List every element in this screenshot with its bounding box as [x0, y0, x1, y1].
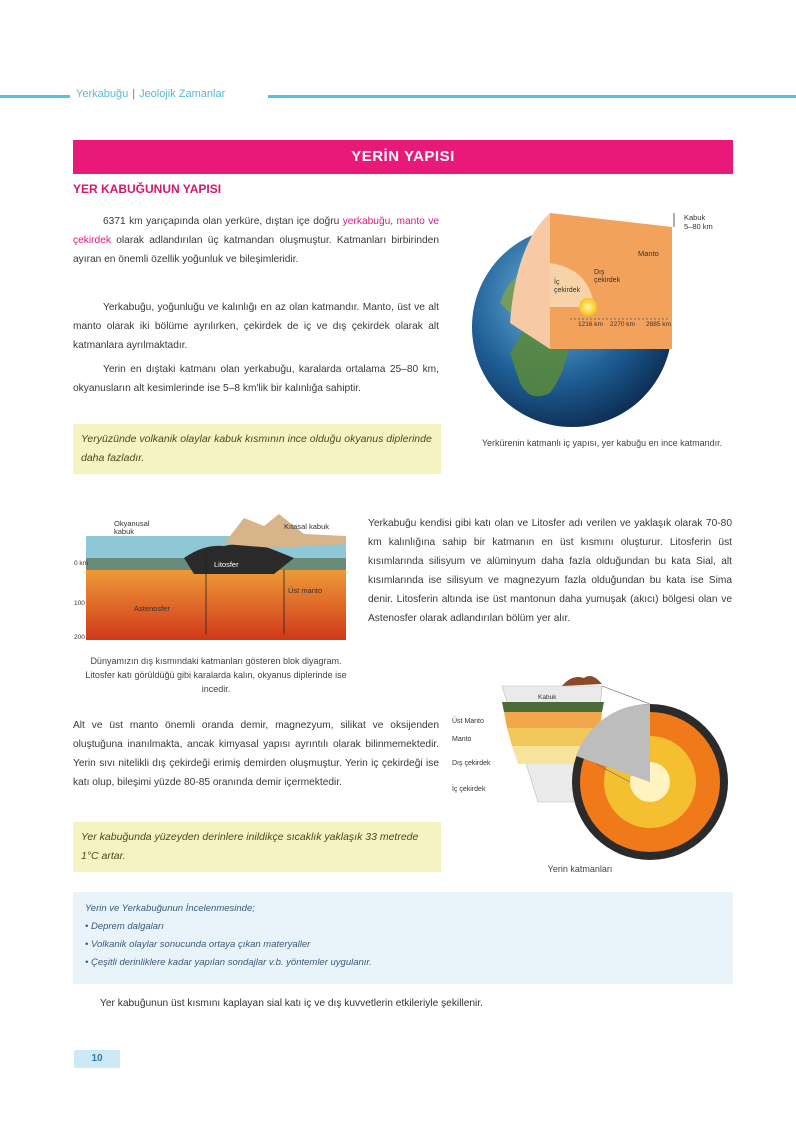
info-item: • Volkanik olaylar sonucunda ortaya çıkan materyaller [85, 939, 311, 950]
block-label-okyanusal: Okyanusal kabuk [114, 519, 150, 536]
note-temperature: Yer kabuğunda yüzeyden derinlere inildikçe sıcaklık yaklaşık 33 metrede 1°C artar. [73, 822, 441, 872]
block-label-kitasal: Kıtasal kabuk [284, 522, 330, 531]
connector-top [602, 686, 650, 704]
block-caption: Dünyamızın dış kısmındaki katmanları gösteren blok diyagram. Litosfer katı görüldüğü gibi karalarda kalın, okyanus diplerinde ise incedir. [85, 656, 347, 694]
globe-label-kabuk-depth: 5–80 km [684, 222, 713, 231]
header-chapter: Jeolojik Zamanlar [139, 88, 226, 100]
layers-illustration [452, 672, 742, 860]
block-label-depth0: 0 km [74, 560, 89, 567]
globe-caption: Yerkürenin katmanlı iç yapısı, yer kabuğu en ince katmandır. [481, 438, 723, 448]
mantle-layer [86, 566, 346, 640]
header-line-left [0, 95, 70, 98]
section-subtitle: YER KABUĞUNUN YAPISI [73, 182, 222, 196]
globe-label-ic-cekirdek: İç çekirdek [554, 279, 581, 294]
block-diagram [74, 514, 358, 644]
layers-label-ust-manto: Üst Manto [452, 718, 484, 725]
globe-label-dis-cekirdek: Dış çekirdek [594, 269, 621, 284]
layers-label-dis-cekirdek: Dış çekirdek [452, 760, 491, 767]
header-section: Yerkabuğu [76, 88, 129, 100]
page-number: 10 [74, 1050, 120, 1068]
block-label-depth100: 100 [74, 600, 85, 607]
wedge-mountain [562, 676, 602, 686]
globe-label-manto: Manto [638, 249, 659, 258]
globe-svg [470, 203, 732, 433]
header-line-right [268, 95, 796, 98]
block-label-astenosfer: Astenosfer [134, 604, 170, 613]
mountain-shape [224, 514, 346, 548]
page-title: YERİN YAPISI [73, 140, 733, 174]
block-label-ust-manto: Üst manto [288, 586, 323, 595]
litosfer-paragraph: Yerkabuğu kendisi gibi katı olan ve Litosfer adı verilen ve yaklaşık olarak 70-80 km kalınlığına sahip bir katmanın en üst kısmını oluşturur. Litosferin üst kısımlarında silisyum ve alüminyum daha fazla olduğundan bu kata Sial, alt kısımlarında ise silisyum ve magnezyum fazla olduğundan bu kata ise Sima denir. Litosferin altında ise üst mantonun daha yumuşak (akıcı) bölgesi olan ve Astenosfer olarak adlandırılan bölüm yer alır. [368, 518, 732, 624]
layers-svg [452, 672, 742, 860]
inner-core-glow [579, 298, 597, 316]
globe-label-d1: 1216 km [578, 321, 603, 328]
layers-label-manto: Manto [452, 736, 472, 743]
globe-illustration [470, 203, 732, 433]
header-breadcrumb: Yerkabuğu | Jeolojik Zamanlar [76, 88, 226, 100]
globe-label-d2: 2270 km [610, 321, 635, 328]
intro-paragraph-1: 6371 km yarıçapında olan yerküre, dıştan içe doğru yerkabuğu, manto ve çekirdek olarak adlandırılan üç katmandan oluşmuştur. Katmanları birbirinden ayıran en önemli özellik yoğunluk ve bileşimleridir. [73, 216, 440, 265]
footer-sentence: Yer kabuğunun üst kısmını kaplayan sial katı iç ve dış kuvvetlerin etkileriyle şekillenir. [100, 998, 483, 1009]
info-title: Yerin ve Yerkabuğunun İncelenmesinde; [85, 903, 255, 914]
intro-paragraph-3: Yerin en dıştaki katmanı olan yerkabuğu, karalarda ortalama 25–80 km, okyanusların alt kesimlerinde ise 5–8 km'lik bir kalınlığa sahiptir. [73, 364, 439, 394]
info-item: • Deprem dalgaları [85, 921, 164, 932]
wedge-ust-manto [504, 712, 602, 728]
layers-label-ic-cekirdek: İç çekirdek [452, 786, 486, 793]
info-box [73, 892, 733, 984]
manto-paragraph: Alt ve üst manto önemli oranda demir, magnezyum, silikat ve oksijenden oluştuğuna inanılmakta, ancak kimyasal yapısı ayrıntılı olarak bilinmemektedir. Yerin sıvı nitelikli dış çekirdeği erimiş demirden oluşmuştur. Yerin iç çekirdeği ise katı olup, bileşimi yüzde 80-85 oranında demir içermektedir. [73, 720, 439, 788]
block-label-litosfer: Litosfer [214, 560, 239, 569]
note-volcanic: Yeryüzünde volkanik olaylar kabuk kısmının ince olduğu okyanus diplerinde daha fazladır. [73, 424, 441, 474]
layers-caption: Yerin katmanları [547, 864, 613, 874]
globe-label-kabuk: Kabuk [684, 213, 706, 222]
block-label-depth200: 200 [74, 634, 85, 641]
layers-label-kabuk: Kabuk [538, 694, 557, 701]
info-list [85, 918, 721, 972]
globe-label-d3: 2885 km [646, 321, 671, 328]
wedge-kabuk [502, 702, 604, 712]
intro-paragraph-2: Yerkabuğu, yoğunluğu ve kalınlığı en az olan katmandır. Manto, üst ve alt manto olarak iki bölüme ayrılırken, çekirdek de iç ve dış çekirdek olarak alt katmanlara ayrılmaktadır. [73, 302, 439, 351]
info-item: • Çeşitli derinliklere kadar yapılan sondajlar v.b. yöntemler uygulanır. [85, 957, 372, 968]
